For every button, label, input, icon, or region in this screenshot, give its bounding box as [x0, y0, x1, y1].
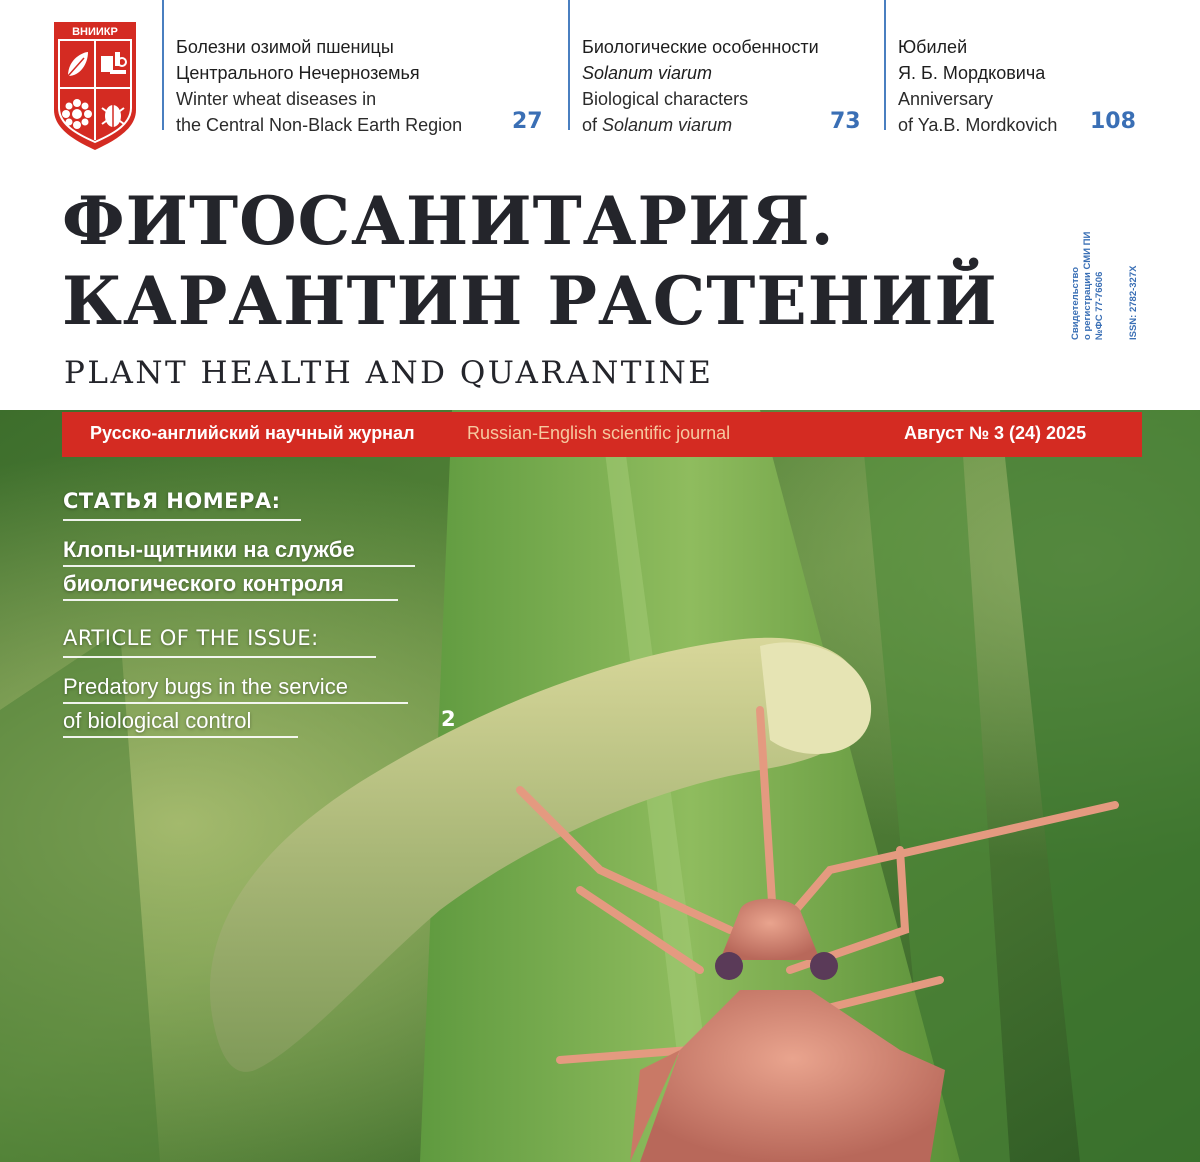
vniikr-logo: [50, 18, 140, 152]
species-name: Solanum viarum: [602, 115, 733, 135]
species-name: Solanum viarum: [582, 63, 713, 83]
teaser-en-line: of Ya.B. Mordkovich: [898, 115, 1058, 135]
teaser-en-line: the Central Non-Black Earth Region: [176, 115, 463, 135]
article-heading-en: ARTICLE OF THE ISSUE:: [63, 626, 319, 650]
logo-label: ВНИИКР: [72, 26, 118, 38]
cover-header: [0, 0, 1200, 410]
teaser-en-line: Winter wheat diseases in: [176, 89, 377, 109]
underline: [63, 656, 376, 658]
underline: [63, 702, 408, 704]
article-title-en[interactable]: [63, 670, 348, 738]
underline: [63, 565, 415, 567]
registration-info: [1070, 190, 1145, 340]
issue-label: Август № 3 (24) 2025: [904, 423, 1087, 443]
band-ru-label: Русско-английский научный журнал: [90, 423, 415, 443]
journal-subtitle: PLANT HEALTH AND QUARANTINE: [64, 355, 714, 391]
registration-line: Свидетельство: [1070, 267, 1081, 340]
underline: [63, 736, 298, 738]
article-heading-ru: СТАТЬЯ НОМЕРА:: [63, 489, 281, 513]
teaser-en-line: Biological characters: [582, 89, 749, 109]
teaser-divider: [162, 0, 164, 130]
teaser-en-prefix: of: [582, 115, 603, 135]
cover-photo: [0, 410, 1200, 1162]
teaser-divider: [568, 0, 570, 130]
journal-band: [62, 412, 1142, 457]
predatory-bug-photo: [0, 410, 1200, 1162]
underline: [63, 519, 301, 521]
teaser-winter-wheat[interactable]: [176, 34, 462, 138]
teaser-page-number: 27: [512, 109, 543, 134]
teaser-ru-line: Центрального Нечерноземья: [176, 63, 420, 83]
article-title-en-line: of biological control: [63, 708, 252, 733]
teaser-page-number: 108: [1090, 109, 1136, 134]
teaser-ru-line: Болезни озимой пшеницы: [176, 37, 394, 57]
band-en-label: Russian-English scientific journal: [467, 423, 731, 443]
teaser-ru-line: Юбилей: [898, 37, 968, 57]
teaser-en-line: [582, 112, 819, 138]
journal-title-line2: КАРАНТИН РАСТЕНИЙ: [62, 262, 998, 340]
article-title-ru[interactable]: [63, 533, 355, 601]
article-title-en-line: Predatory bugs in the service: [63, 674, 348, 699]
teaser-solanum[interactable]: [582, 34, 819, 138]
teaser-en-line: Anniversary: [898, 89, 994, 109]
article-page-number: 2: [441, 707, 456, 731]
teaser-anniversary[interactable]: [898, 34, 1057, 138]
article-title-ru-line: биологического контроля: [63, 571, 344, 596]
underline: [63, 599, 398, 601]
teaser-ru-line: Биологические особенности: [582, 37, 819, 57]
teaser-divider: [884, 0, 886, 130]
teaser-ru-line: [582, 60, 819, 86]
teaser-ru-line: Я. Б. Мордковича: [898, 63, 1046, 83]
journal-title-line1: ФИТОСАНИТАРИЯ.: [62, 182, 835, 260]
article-title-ru-line: Клопы-щитники на службе: [63, 537, 355, 562]
registration-line: №ФС 77-76606: [1094, 271, 1105, 340]
registration-line: о регистрации СМИ ПИ: [1082, 231, 1093, 340]
teaser-page-number: 73: [830, 109, 861, 134]
issn-line: ISSN: 2782-327X: [1128, 265, 1139, 340]
